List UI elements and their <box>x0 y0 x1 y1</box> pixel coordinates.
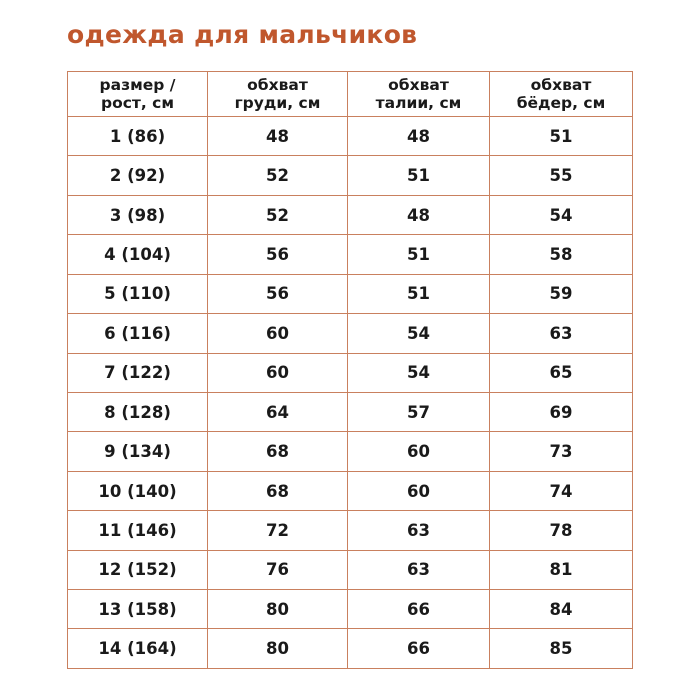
header-line: груди, см <box>234 94 321 112</box>
cell-waist: 63 <box>348 511 490 550</box>
table-row <box>68 629 633 669</box>
cell-size: 3 (98) <box>68 195 208 234</box>
cell-hips: 63 <box>490 314 633 353</box>
cell-size: 14 (164) <box>68 629 208 669</box>
page-title: одежда для мальчиков <box>67 20 418 49</box>
cell-size: 11 (146) <box>68 511 208 550</box>
cell-size: 1 (86) <box>68 117 208 156</box>
cell-chest: 56 <box>208 274 348 313</box>
cell-waist: 54 <box>348 314 490 353</box>
table-row <box>68 432 633 471</box>
cell-chest: 80 <box>208 629 348 669</box>
cell-waist: 57 <box>348 392 490 431</box>
cell-waist: 60 <box>348 471 490 510</box>
cell-size: 13 (158) <box>68 590 208 629</box>
cell-waist: 48 <box>348 195 490 234</box>
cell-chest: 68 <box>208 471 348 510</box>
cell-size: 2 (92) <box>68 156 208 195</box>
table-row <box>68 550 633 589</box>
cell-size: 6 (116) <box>68 314 208 353</box>
cell-waist: 51 <box>348 235 490 274</box>
cell-hips: 51 <box>490 117 633 156</box>
cell-hips: 81 <box>490 550 633 589</box>
cell-hips: 54 <box>490 195 633 234</box>
cell-chest: 48 <box>208 117 348 156</box>
cell-waist: 54 <box>348 353 490 392</box>
cell-chest: 60 <box>208 353 348 392</box>
cell-hips: 84 <box>490 590 633 629</box>
header-size-height <box>68 72 208 117</box>
cell-hips: 78 <box>490 511 633 550</box>
cell-chest: 64 <box>208 392 348 431</box>
cell-chest: 60 <box>208 314 348 353</box>
header-waist <box>348 72 490 117</box>
header-line: обхват <box>388 76 449 94</box>
cell-size: 10 (140) <box>68 471 208 510</box>
table-row <box>68 471 633 510</box>
cell-waist: 66 <box>348 629 490 669</box>
cell-hips: 58 <box>490 235 633 274</box>
table-row <box>68 117 633 156</box>
table-row <box>68 274 633 313</box>
cell-chest: 80 <box>208 590 348 629</box>
cell-chest: 52 <box>208 195 348 234</box>
size-chart-table <box>67 71 633 669</box>
cell-chest: 68 <box>208 432 348 471</box>
table-row <box>68 353 633 392</box>
header-hips <box>490 72 633 117</box>
header-line: бёдер, см <box>516 94 606 112</box>
header-chest <box>208 72 348 117</box>
cell-hips: 69 <box>490 392 633 431</box>
table-row <box>68 590 633 629</box>
cell-hips: 73 <box>490 432 633 471</box>
header-line: талии, см <box>375 94 462 112</box>
cell-waist: 51 <box>348 156 490 195</box>
table-row <box>68 511 633 550</box>
cell-size: 9 (134) <box>68 432 208 471</box>
table-header-row <box>68 72 633 117</box>
table-row <box>68 235 633 274</box>
cell-hips: 65 <box>490 353 633 392</box>
cell-size: 12 (152) <box>68 550 208 589</box>
table-row <box>68 392 633 431</box>
cell-chest: 52 <box>208 156 348 195</box>
header-line: обхват <box>247 76 308 94</box>
table-row <box>68 314 633 353</box>
cell-waist: 48 <box>348 117 490 156</box>
cell-chest: 72 <box>208 511 348 550</box>
header-line: размер / <box>99 76 176 94</box>
cell-hips: 55 <box>490 156 633 195</box>
table-body <box>68 117 633 669</box>
cell-hips: 59 <box>490 274 633 313</box>
cell-waist: 66 <box>348 590 490 629</box>
header-line: обхват <box>530 76 592 94</box>
cell-waist: 60 <box>348 432 490 471</box>
cell-hips: 74 <box>490 471 633 510</box>
cell-size: 8 (128) <box>68 392 208 431</box>
table-row <box>68 195 633 234</box>
cell-waist: 63 <box>348 550 490 589</box>
cell-size: 5 (110) <box>68 274 208 313</box>
cell-waist: 51 <box>348 274 490 313</box>
cell-chest: 76 <box>208 550 348 589</box>
header-line: рост, см <box>100 94 175 112</box>
cell-chest: 56 <box>208 235 348 274</box>
cell-hips: 85 <box>490 629 633 669</box>
cell-size: 4 (104) <box>68 235 208 274</box>
cell-size: 7 (122) <box>68 353 208 392</box>
table-row <box>68 156 633 195</box>
